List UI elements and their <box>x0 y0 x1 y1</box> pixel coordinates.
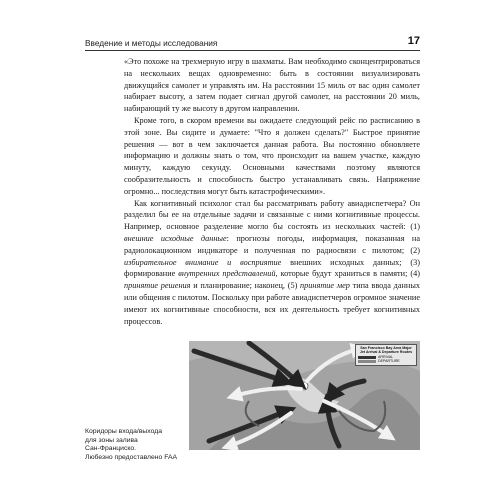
body-paragraph <box>124 198 420 328</box>
header-rule <box>85 50 420 51</box>
italic-term: избирательное внимание и восприятие <box>124 257 282 267</box>
section-title: Введение и методы исследования <box>85 38 218 48</box>
text-segment: , которые будут храниться в памяти; (4) <box>275 269 420 279</box>
body-paragraph <box>124 115 420 198</box>
page-number: 17 <box>407 35 420 47</box>
italic-term: внешние исходные данные <box>124 233 227 243</box>
caption-line: для зоны залива <box>85 436 138 444</box>
legend-row-departure <box>358 359 414 363</box>
legend-label-departure: DEPARTURE <box>378 359 400 364</box>
map-legend-title: San Francisco Bay Area Major Jet Arrival & Departure Routes <box>359 346 413 355</box>
text-segment: Кроме того, в скором времени вы ожидаете следующий рейс по расписанию в этой зоне. Вы сидите и думаете: "Что я должен сделать?" Быстрое принятие решения — вот в чем заключается данная работа. Вы постоянно обновляете информацию и должны знать о том, что происходит на вашем участке, каждую минуту, каждую секунду. Основными качествами поэтому являются сообразительность и способность быстро устанавливать связь. Напряжение огромно... последствия могут быть катастрофическими». <box>124 115 420 196</box>
text-segment: внешних исходных данных; (3) формирование <box>124 257 420 279</box>
route-map-figure <box>189 341 420 450</box>
caption-line: Любезно предоставлено FAA <box>85 453 178 461</box>
italic-term: принятие решения <box>124 281 191 291</box>
caption-line: Сан-Франциско. <box>85 445 137 453</box>
body-paragraph <box>124 56 420 115</box>
text-segment: Как когнитивный психолог стал бы рассматривать работу авиадиспетчера? Он разделил бы ее на отдельные задачи и связанные с ними когнитивные процессы. Например, основное разделение могло бы состоять из нескольких частей: (1) <box>124 198 420 232</box>
text-segment: : прогнозы погоды, информация, показанная на радиолокационном индикаторе и полученная по радиосвязи с пилотом; (2) <box>124 233 421 255</box>
map-legend <box>355 344 417 366</box>
body-text <box>124 56 420 327</box>
text-segment: и планирование; наконец, (5) <box>190 281 301 291</box>
italic-term: принятие мер <box>300 281 350 291</box>
italic-term: внутренних представлений <box>178 269 276 279</box>
caption-line: Коридоры входа/выхода <box>85 428 163 435</box>
departure-arrow-icon <box>358 360 376 363</box>
text-segment: типа ввода данных или общения с пилотом. Поскольку при работе авиадиспетчеров огромное значение имеют их когнитивные способности, вся их деятельность требует когнитивных процессов. <box>124 281 420 326</box>
arrival-arrow-icon <box>358 356 376 359</box>
legend-label-arrival: ARRIVAL <box>378 354 394 359</box>
figure-caption <box>85 428 183 462</box>
text-segment: «Это похоже на трехмерную игру в шахматы. Вам необходимо сконцентрироваться на нескольких вещах одновременно: быть в состоянии визуализировать движущийся самолет и управлять им. На расстоянии 15 миль от вас один самолет набирает высоту, а затем подает сигнал другой самолет, на расстоянии 20 миль, набирающий ту же высоту в другом направлении. <box>124 57 420 114</box>
